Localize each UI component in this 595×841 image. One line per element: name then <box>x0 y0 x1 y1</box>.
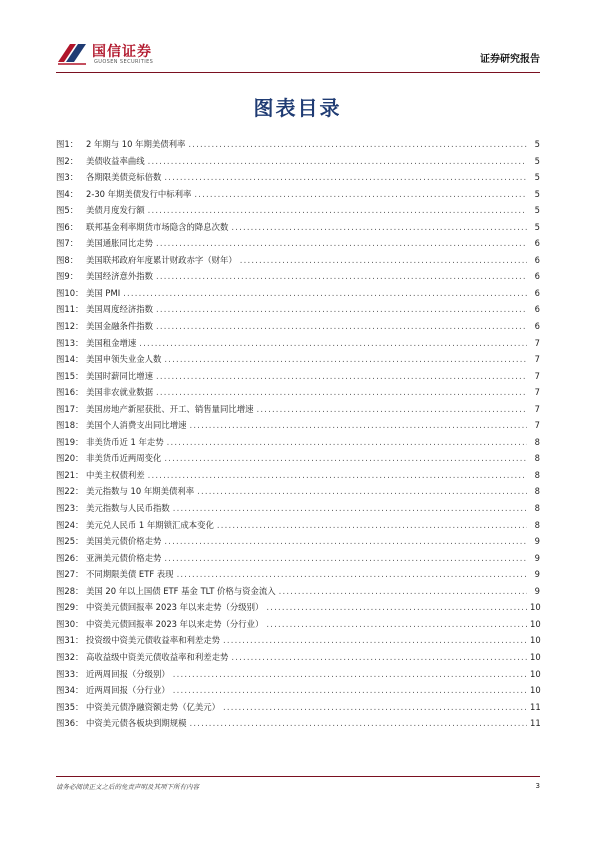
toc-entry-page: 10 <box>530 651 541 662</box>
toc-entry-title: 美国经济意外指数 <box>86 271 153 282</box>
toc-entry-title: 中资美元债回报率 2023 年以来走势（分行业） <box>86 618 264 629</box>
toc-entry-page: 6 <box>534 321 540 332</box>
page-number: 3 <box>535 782 540 790</box>
toc-entry-page: 5 <box>534 139 540 149</box>
toc-leader-dots <box>173 503 527 513</box>
toc-entry[interactable] <box>56 419 540 436</box>
toc-entry-page: 9 <box>534 552 540 563</box>
toc-entry[interactable] <box>56 452 540 469</box>
toc-entry-page: 10 <box>530 635 541 646</box>
toc-leader-dots <box>123 288 527 298</box>
toc-entry-page: 7 <box>534 354 540 365</box>
toc-entry-number: 图32： <box>56 651 84 662</box>
toc-entry[interactable] <box>56 634 540 651</box>
toc-entry-title: 不同期限美债 ETF 表现 <box>86 569 174 580</box>
toc-entry-number: 图26： <box>56 552 84 563</box>
toc-entry-title: 美元指数与人民币指数 <box>86 503 170 514</box>
toc-leader-dots <box>173 669 527 679</box>
toc-entry[interactable] <box>56 502 540 519</box>
toc-entry-title: 美国 20 年以上国债 ETF 基金 TLT 价格与资金流入 <box>86 585 276 596</box>
toc-leader-dots <box>156 387 527 397</box>
toc-entry-number: 图36： <box>56 718 84 729</box>
toc-entry-number: 图8： <box>56 254 79 265</box>
toc-entry-page: 8 <box>534 453 540 464</box>
toc-entry-title: 中资美元债净融资额走势（亿美元） <box>86 701 220 712</box>
toc-entry-number: 图11： <box>56 304 84 315</box>
footer-divider <box>56 776 540 777</box>
page-title: 图表目录 <box>253 96 342 120</box>
toc-entry-number: 图27： <box>56 569 84 580</box>
toc-entry[interactable] <box>56 270 540 287</box>
report-type-label: 证券研究报告 <box>480 54 540 65</box>
toc-entry-page: 6 <box>534 271 540 282</box>
toc-entry[interactable] <box>56 684 540 701</box>
toc-entry-number: 图23： <box>56 503 84 514</box>
toc-entry[interactable] <box>56 370 540 387</box>
toc-entry-page: 5 <box>534 155 540 166</box>
toc-leader-dots <box>164 536 527 546</box>
toc-entry-number: 图2： <box>56 155 79 166</box>
toc-entry[interactable] <box>56 469 540 486</box>
toc-entry-page: 8 <box>534 503 540 514</box>
toc-entry-page: 10 <box>530 685 541 696</box>
toc-leader-dots <box>148 156 527 166</box>
toc-entry-page: 7 <box>534 370 540 381</box>
toc-entry[interactable] <box>56 138 540 155</box>
toc-entry-page: 8 <box>534 469 540 480</box>
figure-table-of-contents <box>56 138 540 734</box>
toc-leader-dots <box>188 139 527 149</box>
toc-entry-page: 5 <box>534 205 540 216</box>
toc-entry-title: 2-30 年期美债发行中标利率 <box>86 188 192 199</box>
toc-entry[interactable] <box>56 204 540 221</box>
toc-entry-title: 近两周回报（分级别） <box>86 668 170 679</box>
toc-entry-number: 图33： <box>56 668 84 679</box>
toc-entry[interactable] <box>56 303 540 320</box>
toc-entry-number: 图5： <box>56 205 79 216</box>
toc-leader-dots <box>266 619 527 629</box>
toc-leader-dots <box>164 553 527 563</box>
toc-leader-dots <box>197 486 527 496</box>
toc-entry-page: 9 <box>534 536 540 547</box>
toc-entry-page: 7 <box>534 337 540 348</box>
toc-entry-number: 图13： <box>56 337 84 348</box>
toc-entry-title: 美国 PMI <box>86 287 121 298</box>
toc-leader-dots <box>177 569 527 579</box>
toc-entry-title: 2 年期与 10 年期美债利率 <box>86 139 186 149</box>
toc-entry-number: 图25： <box>56 536 84 547</box>
toc-entry-page: 5 <box>534 221 540 232</box>
toc-entry-title: 美国金融条件指数 <box>86 321 153 332</box>
toc-entry-number: 图29： <box>56 602 84 613</box>
toc-entry-title: 美国美元债价格走势 <box>86 536 162 547</box>
toc-entry-page: 10 <box>530 602 541 613</box>
toc-entry[interactable] <box>56 320 540 337</box>
toc-leader-dots <box>223 635 527 645</box>
toc-entry-title: 高收益级中资美元债收益率和利差走势 <box>86 651 229 662</box>
toc-entry-title: 美国房地产新屋获批、开工、销售量同比增速 <box>86 403 254 414</box>
toc-entry-title: 美国申领失业金人数 <box>86 354 162 365</box>
toc-entry-page: 9 <box>534 585 540 596</box>
toc-leader-dots <box>190 420 528 430</box>
toc-leader-dots <box>266 602 527 612</box>
logo-text-en: GUOSEN SECURITIES <box>94 59 154 65</box>
toc-entry-title: 中资美元债各板块到期规模 <box>86 718 187 729</box>
toc-entry-number: 图3： <box>56 172 79 183</box>
toc-leader-dots <box>194 189 527 199</box>
toc-entry-page: 10 <box>530 668 541 679</box>
toc-entry[interactable] <box>56 585 540 602</box>
toc-entry-page: 7 <box>534 387 540 398</box>
toc-leader-dots <box>240 255 527 265</box>
toc-entry[interactable] <box>56 353 540 370</box>
toc-entry-number: 图30： <box>56 618 84 629</box>
toc-entry-title: 投资级中资美元债收益率和利差走势 <box>86 635 220 646</box>
toc-entry[interactable] <box>56 519 540 536</box>
toc-leader-dots <box>231 652 527 662</box>
logo-text-cn: 国信证券 <box>92 44 152 60</box>
toc-entry-title: 各期限美债竞标倍数 <box>86 172 162 183</box>
toc-leader-dots <box>231 222 527 232</box>
guosen-logo-icon <box>56 40 88 66</box>
toc-entry-page: 10 <box>530 618 541 629</box>
toc-entry[interactable] <box>56 552 540 569</box>
toc-entry-title: 美债月度发行额 <box>86 205 145 216</box>
toc-entry-page: 5 <box>534 188 540 199</box>
toc-entry[interactable] <box>56 337 540 354</box>
toc-entry-number: 图21： <box>56 469 84 480</box>
toc-entry-page: 6 <box>534 238 540 249</box>
toc-entry[interactable] <box>56 403 540 420</box>
toc-entry-number: 图28： <box>56 585 84 596</box>
toc-entry-page: 9 <box>534 569 540 580</box>
toc-leader-dots <box>217 520 527 530</box>
toc-entry-number: 图15： <box>56 370 84 381</box>
toc-entry-title: 中美主权债利差 <box>86 469 145 480</box>
toc-entry-page: 6 <box>534 304 540 315</box>
toc-leader-dots <box>279 586 527 596</box>
toc-entry-number: 图14： <box>56 354 84 365</box>
toc-entry[interactable] <box>56 171 540 188</box>
toc-leader-dots <box>156 271 527 281</box>
toc-entry-title: 美国时薪同比增速 <box>86 370 153 381</box>
toc-entry-title: 美元兑人民币 1 年期锁汇成本变化 <box>86 519 214 530</box>
toc-entry-title: 亚洲美元债价格走势 <box>86 552 162 563</box>
toc-entry-title: 美国联邦政府年度累计财政赤字（财年） <box>86 254 237 265</box>
toc-entry-page: 7 <box>534 420 540 431</box>
toc-entry-number: 图6： <box>56 221 79 232</box>
toc-leader-dots <box>164 453 527 463</box>
toc-entry[interactable] <box>56 701 540 718</box>
toc-entry-page: 11 <box>530 718 541 729</box>
toc-entry-title: 美国个人消费支出同比增速 <box>86 420 187 431</box>
toc-entry-page: 11 <box>530 701 541 712</box>
toc-entry[interactable] <box>56 668 540 685</box>
toc-leader-dots <box>156 371 527 381</box>
toc-entry-number: 图24： <box>56 519 84 530</box>
toc-entry-page: 8 <box>534 486 540 497</box>
toc-leader-dots <box>156 238 527 248</box>
toc-entry-number: 图17： <box>56 403 84 414</box>
toc-entry-number: 图9： <box>56 271 79 282</box>
toc-entry[interactable] <box>56 568 540 585</box>
toc-entry-page: 8 <box>534 436 540 447</box>
toc-entry[interactable] <box>56 601 540 618</box>
toc-entry[interactable] <box>56 485 540 502</box>
toc-entry-number: 图16： <box>56 387 84 398</box>
company-logo <box>56 38 186 70</box>
toc-entry-number: 图31： <box>56 635 84 646</box>
toc-entry-number: 图18： <box>56 420 84 431</box>
toc-leader-dots <box>164 354 527 364</box>
toc-entry-title: 美国非农就业数据 <box>86 387 153 398</box>
toc-entry-number: 图10： <box>56 287 84 298</box>
toc-entry-page: 6 <box>534 254 540 265</box>
toc-entry-number: 图19： <box>56 436 84 447</box>
toc-entry-title: 美债收益率曲线 <box>86 155 145 166</box>
footer-disclaimer: 请务必阅读正文之后的免责声明及其项下所有内容 <box>56 783 199 791</box>
toc-entry[interactable] <box>56 386 540 403</box>
toc-entry[interactable] <box>56 237 540 254</box>
toc-entry-title: 美国租金增速 <box>86 337 137 348</box>
toc-leader-dots <box>223 702 527 712</box>
toc-leader-dots <box>190 718 528 728</box>
toc-entry-number: 图4： <box>56 188 79 199</box>
toc-entry-number: 图35： <box>56 701 84 712</box>
toc-entry[interactable] <box>56 651 540 668</box>
toc-entry[interactable] <box>56 155 540 172</box>
toc-entry-title: 非美货币近两周变化 <box>86 453 162 464</box>
toc-entry-title: 联邦基金利率期货市场隐含的降息次数 <box>86 221 229 232</box>
toc-entry-title: 近两周回报（分行业） <box>86 685 170 696</box>
toc-entry-title: 美元指数与 10 年期美债利率 <box>86 486 195 497</box>
toc-entry-number: 图20： <box>56 453 84 464</box>
toc-leader-dots <box>156 304 527 314</box>
toc-entry[interactable] <box>56 717 540 734</box>
toc-entry[interactable] <box>56 254 540 271</box>
toc-entry[interactable] <box>56 535 540 552</box>
header-divider <box>56 72 540 73</box>
toc-entry-number: 图12： <box>56 321 84 332</box>
toc-entry-title: 中资美元债回报率 2023 年以来走势（分级别） <box>86 602 264 613</box>
toc-entry-page: 6 <box>534 287 540 298</box>
toc-leader-dots <box>148 205 527 215</box>
toc-entry[interactable] <box>56 287 540 304</box>
toc-entry-page: 8 <box>534 519 540 530</box>
toc-entry[interactable] <box>56 618 540 635</box>
toc-leader-dots <box>173 685 527 695</box>
toc-entry[interactable] <box>56 221 540 238</box>
toc-entry-title: 非美货币近 1 年走势 <box>86 436 164 447</box>
toc-entry[interactable] <box>56 436 540 453</box>
toc-entry-number: 图7： <box>56 238 79 249</box>
toc-entry-title: 美国周度经济指数 <box>86 304 153 315</box>
page-header <box>56 38 540 70</box>
toc-leader-dots <box>257 404 528 414</box>
toc-entry-number: 图34： <box>56 685 84 696</box>
toc-entry-page: 5 <box>534 172 540 183</box>
toc-entry-number: 图22： <box>56 486 84 497</box>
toc-leader-dots <box>156 321 527 331</box>
toc-leader-dots <box>139 338 527 348</box>
toc-leader-dots <box>164 172 527 182</box>
toc-entry-title: 美国通胀同比走势 <box>86 238 153 249</box>
toc-leader-dots <box>148 470 527 480</box>
toc-entry[interactable] <box>56 188 540 205</box>
toc-leader-dots <box>167 437 527 447</box>
toc-entry-number: 图1： <box>56 139 79 149</box>
toc-entry-page: 7 <box>534 403 540 414</box>
